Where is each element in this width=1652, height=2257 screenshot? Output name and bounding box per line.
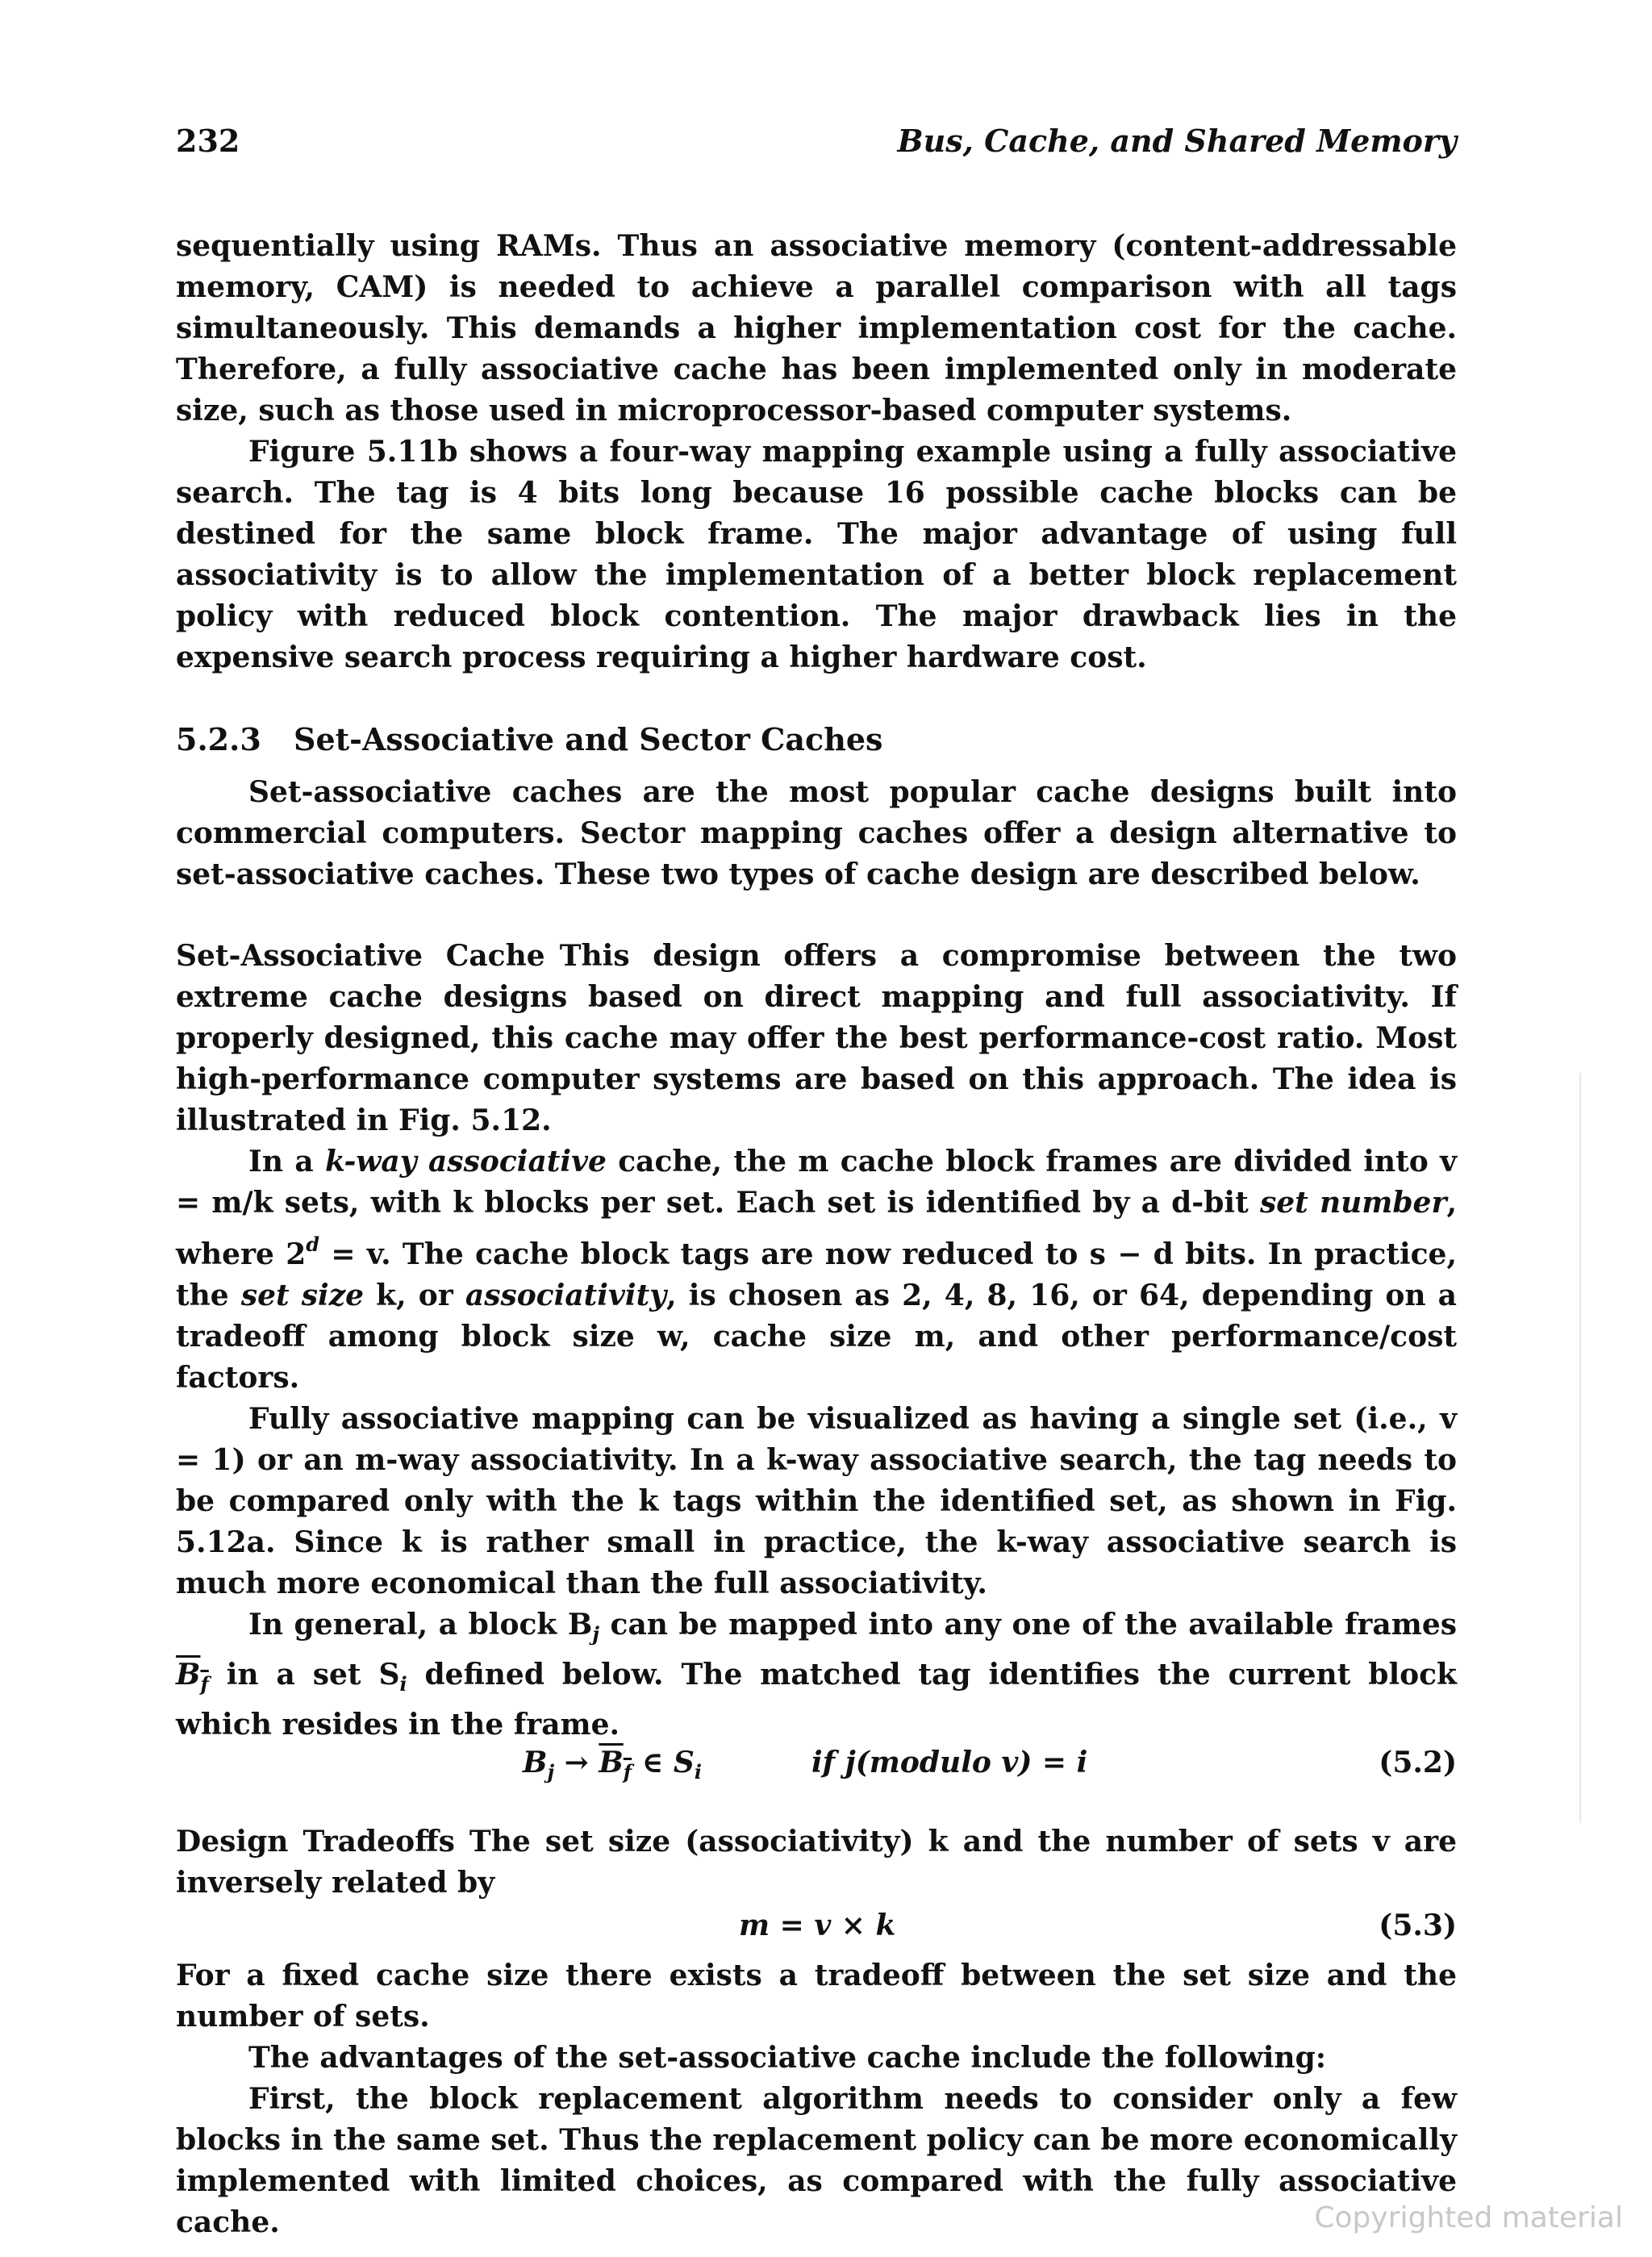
scan-margin-line [1579,1073,1581,1823]
p7-part: defined below. The matched tag identifies the current block which resides in the frame. [176,1658,1457,1742]
p5-part: , is chosen as 2, 4, 8, 16, or 64, depending on a tradeoff among block size w, cache size m, and other performance/cost factors. [176,1279,1457,1395]
eq52-frame [599,1746,632,1783]
paragraph-4 [176,936,1457,1141]
paragraph-2: Figure 5.11b shows a four-way mapping example using a fully associative search. The tag is 4 bits long because 16 possible cache blocks can be destined for the same block frame. The major advantage of using full associativity is to allow the implementation of a better block replacement policy with reduced block contention. The major drawback lies in the expensive search process requiring a higher hardware cost. [176,435,1457,674]
p5-part: cache, the m cache block frames are divided into v = m/k sets, with k blocks per set. Each set is identified by a d-bit [176,1145,1457,1220]
eq52-frame-letter: B [599,1746,624,1779]
p5-emph-associativity: associativity [465,1279,667,1312]
paragraph-1: sequentially using RAMs. Thus an associative memory (content-addressable memory, CAM) is needed to achieve a parallel comparison with all tags simultaneously. This demands a higher implementation cost for the cache. Therefore, a fully associative cache has been implemented only in moderate size, such as those used in microprocessor-based computer systems. [176,229,1457,428]
p5-part: k, or [376,1279,453,1312]
page-number: 232 [176,123,240,159]
p5-part: In a [248,1145,314,1179]
p5-emph-set-number: set number [1259,1186,1447,1220]
p7-frame-subscript: f [200,1672,209,1696]
p5-part: , where 2 [176,1186,1457,1271]
section-title: Set-Associative and Sector Caches [294,721,883,757]
eq52-arrow: → [554,1746,599,1779]
paragraph-9: For a fixed cache size there exists a tradeoff between the set size and the number of sets. [176,1959,1457,2034]
equation-5-2-condition: if j(modulo v) = i [811,1746,1088,1779]
paragraph-8 [176,1821,1457,1904]
paragraph-7 [176,1604,1457,1746]
eq52-part: B [523,1746,548,1779]
running-title: Bus, Cache, and Shared Memory [897,123,1457,159]
p5-emph-set-size: set size [240,1279,365,1312]
paragraph-4-text: This design offers a compromise between the two extreme cache designs based on direct mapping and full associativity. If properly designed, this cache may offer the best performance-cost ratio. Most high-performance computer systems are based on this approach. The idea is illustrated in Fig. 5.12. [176,939,1457,1137]
equation-5-2-number: (5.2) [1379,1746,1457,1779]
p5-emph-kway: k-way associative [325,1145,607,1179]
equation-5-3-expression: m = v × k [739,1909,896,1942]
section-number: 5.2.3 [176,721,261,757]
page-header [176,123,1457,165]
p7-frame-letter: B [176,1658,201,1692]
runin-heading-design-tradeoffs: Design Tradeoffs [176,1825,455,1859]
eq52-in: ∈ S [632,1746,695,1779]
section-heading [176,719,1457,761]
p7-part: can be mapped into any one of the available frames [599,1608,1457,1642]
paragraph-5 [176,1141,1457,1399]
equation-5-2 [176,1746,1457,1792]
equation-5-3-number: (5.3) [1379,1909,1457,1942]
eq52-frame-sub: f [623,1760,632,1783]
p7-part: In general, a block B [248,1608,593,1642]
paragraph-10: The advantages of the set-associative cache include the following: [248,2041,1327,2075]
eq52-sub: j [547,1760,555,1783]
equation-5-2-expression [523,1746,702,1783]
p7-set-subscript: i [399,1672,407,1696]
p7-frame-symbol [176,1658,209,1696]
paragraph-11: First, the block replacement algorithm needs to consider only a few blocks in the same set. Thus the replacement policy can be more economically implemented with limited choices, as compared with the fully associative cache. [176,2082,1457,2239]
equation-5-3 [176,1909,1457,1955]
eq52-set-sub: i [694,1760,702,1783]
page-body [176,226,1457,2243]
paragraph-6: Fully associative mapping can be visualized as having a single set (i.e., v = 1) or an m-way associativity. In a k-way associative search, the tag needs to be compared only with the k tags within the identified set, as shown in Fig. 5.12a. Since k is rather small in practice, the k-way associative search is much more economical than the full associativity. [176,1402,1457,1600]
paragraph-8-text: The set size (associativity) k and the number of sets v are inversely related by [176,1825,1457,1900]
copyright-watermark: Copyrighted material [1314,2201,1623,2234]
p5-part: = v. The cache block tags are now reduced to s − d bits. In practice, the [176,1237,1457,1312]
p7-subscript: j [592,1622,599,1646]
paragraph-3: Set-associative caches are the most popular cache designs built into commercial computers. Sector mapping caches offer a design alternative to set-associative caches. These two types of cache design are described below. [176,775,1457,891]
runin-heading-set-associative: Set-Associative Cache [176,939,545,973]
p7-part: in a set S [208,1658,400,1692]
p5-superscript: d [306,1233,320,1256]
